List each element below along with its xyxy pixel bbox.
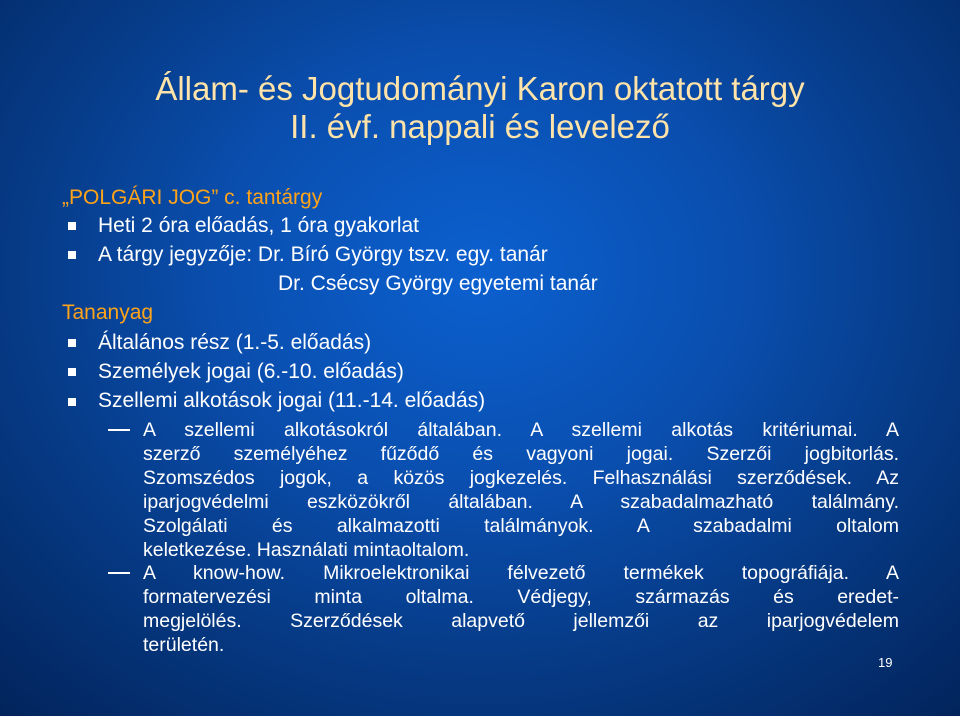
slide-title-line2: II. évf. nappali és levelező bbox=[290, 108, 670, 145]
square-bullet-icon bbox=[68, 222, 76, 230]
slide-title-line1: Állam- és Jogtudományi Karon oktatott tárgy bbox=[155, 70, 805, 107]
subitem-line: Szolgálati és alkalmazotti találmányok. A szabadalmi oltalom bbox=[143, 515, 899, 537]
curriculum-item: Szellemi alkotások jogai (11.-14. előadás) bbox=[98, 389, 486, 412]
subitem-paragraph bbox=[143, 418, 899, 562]
dash-bullet-icon bbox=[108, 572, 130, 574]
info-item: A tárgy jegyzője: Dr. Bíró György tszv. egy. tanár bbox=[98, 243, 548, 266]
slide-title bbox=[0, 70, 960, 146]
info-continuation: Dr. Csécsy György egyetemi tanár bbox=[278, 272, 598, 295]
square-bullet-icon bbox=[68, 251, 76, 259]
square-bullet-icon bbox=[68, 398, 76, 406]
curriculum-item: Személyek jogai (6.-10. előadás) bbox=[98, 360, 404, 383]
subitem-line: területén. bbox=[143, 634, 225, 656]
subitem-paragraph bbox=[143, 561, 899, 657]
dash-bullet-icon bbox=[108, 429, 130, 431]
square-bullet-icon bbox=[68, 339, 76, 347]
info-item: Heti 2 óra előadás, 1 óra gyakorlat bbox=[98, 214, 420, 237]
square-bullet-icon bbox=[68, 368, 76, 376]
subitem-line: megjelölés. Szerződések alapvető jellemzői az iparjogvédelem bbox=[143, 610, 899, 632]
subitem-line: szerző személyéhez fűződő és vagyoni jogai. Szerzői jogbitorlás. bbox=[143, 443, 899, 465]
curriculum-heading: Tananyag bbox=[62, 301, 154, 324]
curriculum-item: Általános rész (1.-5. előadás) bbox=[98, 331, 372, 354]
subitem-line: A know-how. Mikroelektronikai félvezető termékek topográfiája. A bbox=[143, 562, 899, 584]
subitem-line: formatervezési minta oltalma. Védjegy, származás és eredet- bbox=[143, 586, 899, 608]
subitem-line: keletkezése. Használati mintaoltalom. bbox=[143, 539, 470, 561]
subitem-line: A szellemi alkotásokról általában. A szellemi alkotás kritériumai. A bbox=[143, 419, 899, 441]
subitem-line: Szomszédos jogok, a közös jogkezelés. Felhasználási szerződések. Az bbox=[143, 467, 899, 489]
subject-heading: „POLGÁRI JOG” c. tantárgy bbox=[62, 186, 323, 209]
subitem-line: iparjogvédelmi eszközökről általában. A szabadalmazható találmány. bbox=[143, 491, 899, 513]
page-number: 19 bbox=[878, 655, 893, 670]
